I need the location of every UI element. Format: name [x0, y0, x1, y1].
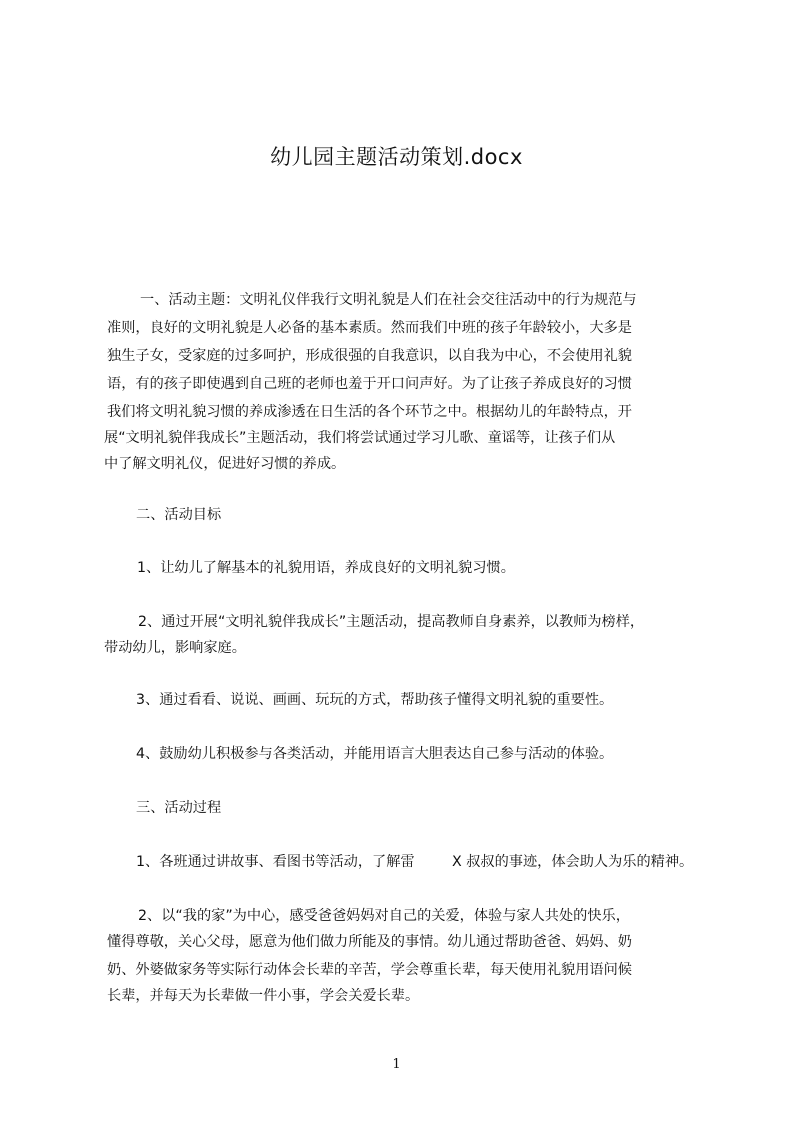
process-step: 1、各班通过讲故事、看图书等活动，了解雷: [136, 854, 415, 870]
process-step-line: 长辈，并每天为长辈做一件小事，学会关爱长辈。: [107, 988, 420, 1004]
goal-item: 3、通过看看、说说、画画、玩玩的方式，帮助孩子懂得文明礼貌的重要性。: [136, 692, 614, 708]
section1-line: 准则，良好的文明礼貌是人必备的基本素质。然而我们中班的孩子年龄较小，大多是: [107, 320, 632, 336]
process-step: 2、以“我的家”为中心，感受爸爸妈妈对自己的关爱，体验与家人共处的快乐，: [138, 908, 630, 924]
section3-heading: 三、活动过程: [136, 800, 222, 816]
section2-heading: 二、活动目标: [136, 507, 222, 523]
process-step-line: 懂得尊敬，关心父母，愿意为他们做力所能及的事情。幼儿通过帮助爸爸、妈妈、奶: [107, 934, 632, 950]
goal-item: 2、通过开展“文明礼貌伴我成长”主题活动，提高教师自身素养，以教师为榜样，: [138, 614, 645, 630]
section1-line: 独生子女，受家庭的过多呵护，形成很强的自我意识，以自我为中心，不会使用礼貌: [107, 348, 632, 364]
process-step-line: 奶、外婆做家务等实际行动体会长辈的辛苦，学会尊重长辈，每天使用礼貌用语问候: [107, 962, 632, 978]
section1-line: 中了解文明礼仪，促进好习惯的养成。: [104, 456, 346, 472]
document-title: 幼儿园主题活动策划.docx: [270, 145, 523, 169]
goal-item: 1、让幼儿了解基本的礼貌用语，养成良好的文明礼貌习惯。: [137, 560, 515, 576]
goal-item-continuation: 带动幼儿，影响家庭。: [104, 640, 246, 656]
section1-line: 我们将文明礼貌习惯的养成渗透在日生活的各个环节之中。根据幼儿的年龄特点，开: [107, 404, 632, 420]
page-number: 1: [392, 1057, 401, 1072]
process-step-continuation: X 叔叔的事迹，体会助人为乐的精神。: [452, 854, 694, 870]
section1-line: 一、活动主题：文明礼仪伴我行文明礼貌是人们在社会交往活动中的行为规范与: [140, 292, 637, 308]
section1-line: 展“文明礼貌伴我成长”主题活动，我们将尝试通过学习儿歌、童谣等，让孩子们从: [104, 430, 616, 446]
goal-item: 4、鼓励幼儿积极参与各类活动，并能用语言大胆表达自己参与活动的体验。: [136, 746, 614, 762]
section1-line: 语，有的孩子即使遇到自己班的老师也羞于开口问声好。为了让孩子养成良好的习惯: [107, 376, 632, 392]
